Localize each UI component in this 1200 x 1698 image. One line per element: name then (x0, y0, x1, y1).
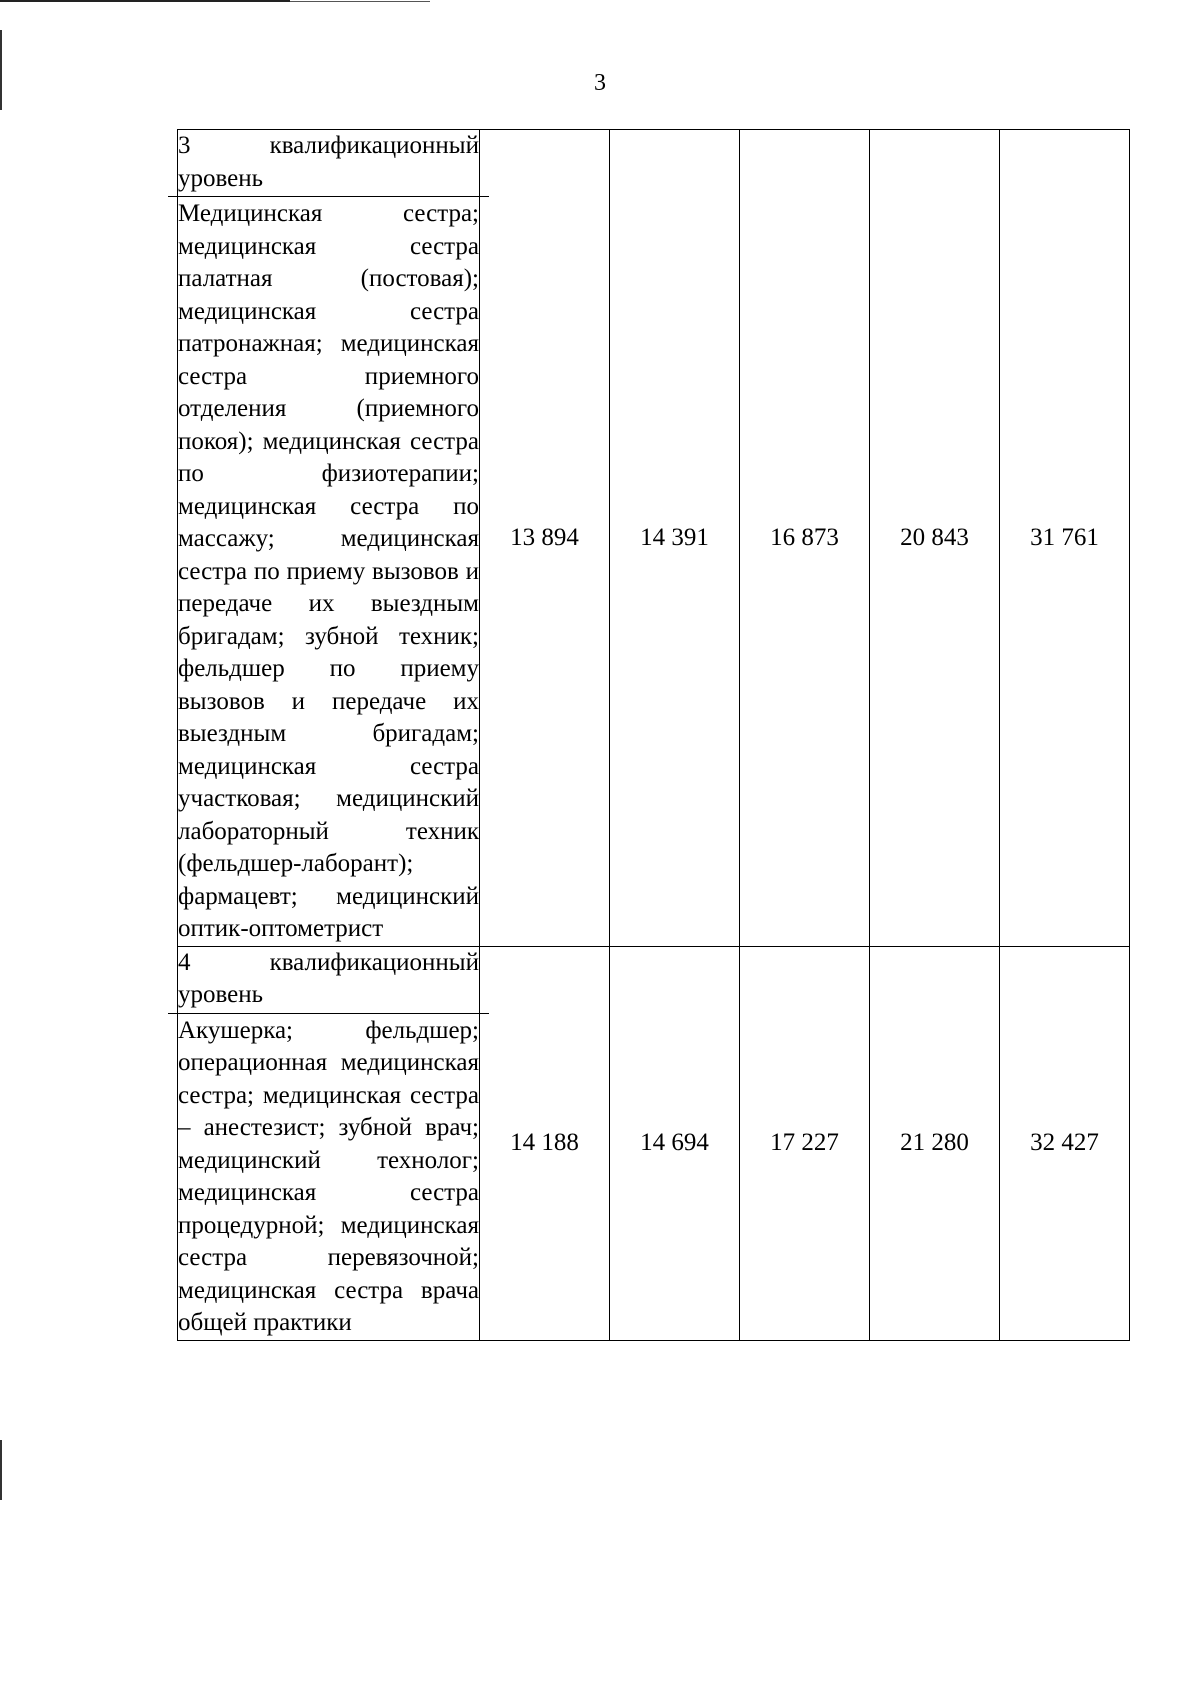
salary-value-cell: 13 894 (480, 130, 610, 947)
qualification-level-unit: уровень (178, 164, 264, 192)
qualification-description-cell (178, 130, 480, 947)
salary-value-cell: 16 873 (740, 130, 870, 947)
salary-table (177, 129, 1130, 1341)
salary-value-cell: 14 188 (480, 946, 610, 1340)
salary-value-cell: 17 227 (740, 946, 870, 1340)
table-row (178, 946, 1130, 1340)
qualification-level-unit: уровень (178, 981, 264, 1008)
salary-value-cell: 21 280 (870, 946, 1000, 1340)
position-list: Акушерка; фельдшер; операционная медицинская сестра; медицинская сестра – анестезист; зубной врач; медицинский технолог; медицинская сестра процедурной; медицинская сестра перевязочной; медицинская сестра врача общей практики (178, 1016, 479, 1336)
table-row (178, 130, 1130, 947)
qualification-description-cell (178, 946, 480, 1340)
qualification-level-title: 4 квалификационный (178, 948, 479, 976)
scan-border-left-lower (0, 1440, 2, 1500)
salary-value-cell: 14 694 (610, 946, 740, 1340)
qualification-level-title: 3 квалификационный (178, 132, 479, 159)
salary-value-cell: 14 391 (610, 130, 740, 947)
page-number: 3 (594, 70, 606, 96)
qualification-level-heading (168, 130, 489, 197)
qualification-level-heading (168, 947, 489, 1014)
salary-value-cell: 32 427 (1000, 946, 1130, 1340)
salary-value-cell: 20 843 (870, 130, 1000, 947)
scan-border-top (0, 0, 290, 2)
position-list: Медицинская сестра; медицинская сестра палатная (постовая); медицинская сестра патронажная; медицинская сестра приемного отделения (приемного покоя); медицинская сестра по физиотерапии; медицинская сестра по массажу; медицинская сестра по приему вызовов и передаче их выездным бригадам; зубной техник; фельдшер по приему вызовов и передаче их выездным бригадам; медицинская сестра участковая; медицинский лабораторный техник (фельдшер-лаборант); фармацевт; медицинский оптик-оптометрист (178, 200, 479, 942)
salary-value-cell: 31 761 (1000, 130, 1130, 947)
scan-border-top-thin (290, 1, 430, 2)
